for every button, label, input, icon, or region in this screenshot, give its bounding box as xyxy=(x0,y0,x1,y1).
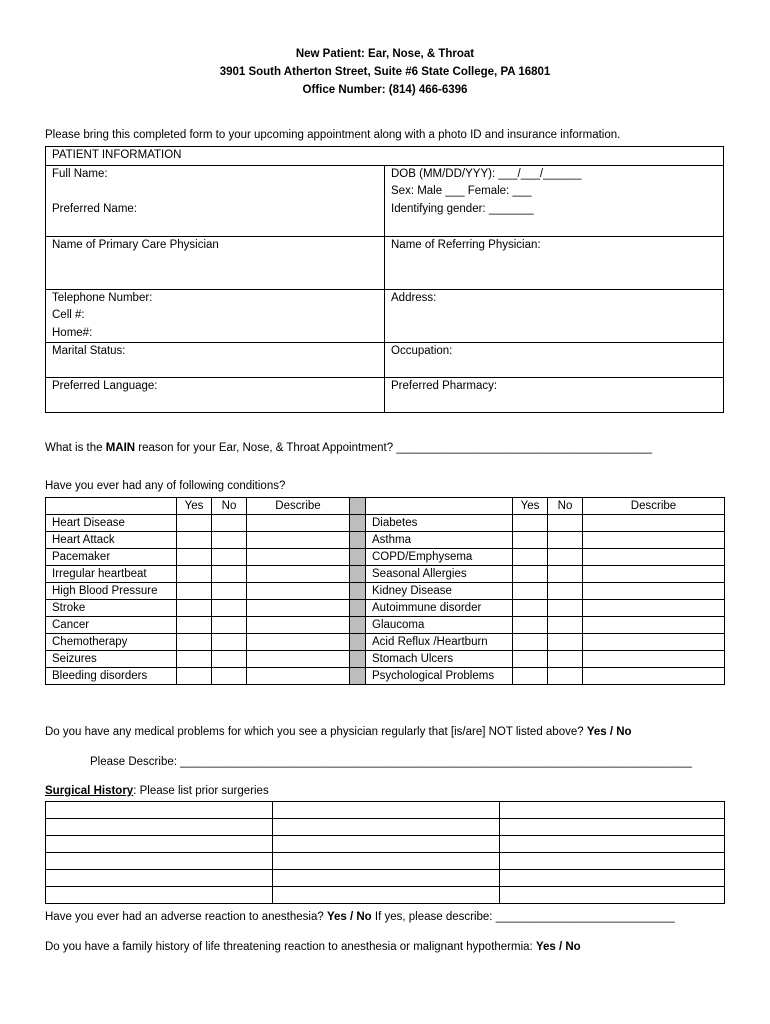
condition-yes-cell[interactable] xyxy=(513,566,548,583)
full-name-field[interactable] xyxy=(46,165,385,236)
condition-describe-cell[interactable] xyxy=(247,566,350,583)
condition-row xyxy=(46,549,725,566)
conditions-table xyxy=(45,497,725,685)
condition-no-cell[interactable] xyxy=(548,668,583,685)
condition-no-cell[interactable] xyxy=(212,583,247,600)
col-describe-left: Describe xyxy=(247,498,350,515)
condition-describe-cell[interactable] xyxy=(583,600,725,617)
surgery-row xyxy=(46,887,725,904)
main-reason-post[interactable]: reason for your Ear, Nose, & Throat Appointment? ________________________________________ xyxy=(135,442,653,454)
condition-no-cell[interactable] xyxy=(212,600,247,617)
surgery-cell[interactable] xyxy=(46,887,273,904)
other-problems-yes-no[interactable]: Yes / No xyxy=(586,726,632,738)
pharmacy-field[interactable] xyxy=(385,378,724,413)
col-yes-left: Yes xyxy=(177,498,212,515)
condition-no-cell[interactable] xyxy=(548,566,583,583)
condition-no-cell[interactable] xyxy=(548,532,583,549)
sex-label: Sex: Male ___ Female: ___ xyxy=(391,185,532,198)
office-phone: Office Number: (814) 466-6396 xyxy=(302,84,468,96)
condition-row xyxy=(46,583,725,600)
column-separator xyxy=(350,515,366,532)
preferred-name-label: Preferred Name: xyxy=(52,202,138,215)
home-label: Home#: xyxy=(52,326,93,339)
condition-name-left: Pacemaker xyxy=(46,549,177,566)
surgery-row xyxy=(46,819,725,836)
condition-yes-cell[interactable] xyxy=(513,617,548,634)
condition-describe-cell[interactable] xyxy=(247,634,350,651)
condition-no-cell[interactable] xyxy=(212,549,247,566)
marital-label: Marital Status: xyxy=(52,345,126,358)
condition-yes-cell[interactable] xyxy=(177,651,212,668)
surgery-cell[interactable] xyxy=(46,870,273,887)
condition-yes-cell[interactable] xyxy=(177,549,212,566)
condition-row xyxy=(46,651,725,668)
condition-name-right: Stomach Ulcers xyxy=(366,651,513,668)
condition-describe-cell[interactable] xyxy=(247,515,350,532)
condition-name-left: Stroke xyxy=(46,600,177,617)
condition-no-cell[interactable] xyxy=(212,668,247,685)
condition-name-right: Glaucoma xyxy=(366,617,513,634)
referring-field[interactable] xyxy=(385,236,724,289)
condition-name-right: Psychological Problems xyxy=(366,668,513,685)
condition-no-cell[interactable] xyxy=(548,583,583,600)
condition-row xyxy=(46,668,725,685)
condition-no-cell[interactable] xyxy=(548,617,583,634)
condition-row xyxy=(46,617,725,634)
pcp-field[interactable] xyxy=(46,236,385,289)
surgery-cell[interactable] xyxy=(500,836,725,853)
main-reason-bold: MAIN xyxy=(105,442,136,454)
condition-yes-cell[interactable] xyxy=(513,600,548,617)
conditions-corner-right xyxy=(366,498,513,515)
condition-describe-cell[interactable] xyxy=(583,634,725,651)
condition-yes-cell[interactable] xyxy=(513,668,548,685)
condition-no-cell[interactable] xyxy=(548,515,583,532)
other-problems-question xyxy=(45,726,632,738)
dob-sex-field[interactable] xyxy=(385,165,724,236)
surgery-row xyxy=(46,870,725,887)
dob-label: DOB (MM/DD/YYY): ___/___/______ xyxy=(391,167,582,180)
condition-no-cell[interactable] xyxy=(212,532,247,549)
column-separator xyxy=(350,498,366,515)
conditions-corner xyxy=(46,498,177,515)
surgery-cell[interactable] xyxy=(273,887,500,904)
surgery-cell[interactable] xyxy=(273,853,500,870)
condition-no-cell[interactable] xyxy=(548,549,583,566)
condition-no-cell[interactable] xyxy=(548,651,583,668)
surgery-cell[interactable] xyxy=(273,836,500,853)
column-separator xyxy=(350,600,366,617)
condition-row xyxy=(46,532,725,549)
surgery-cell[interactable] xyxy=(46,853,273,870)
condition-yes-cell[interactable] xyxy=(177,634,212,651)
form-title: New Patient: Ear, Nose, & Throat xyxy=(295,48,475,60)
surgery-cell[interactable] xyxy=(500,870,725,887)
condition-row xyxy=(46,600,725,617)
condition-describe-cell[interactable] xyxy=(247,549,350,566)
referring-label: Name of Referring Physician: xyxy=(391,238,541,251)
condition-name-left: Bleeding disorders xyxy=(46,668,177,685)
col-describe-right: Describe xyxy=(583,498,725,515)
office-address: 3901 South Atherton Street, Suite #6 State College, PA 16801 xyxy=(219,66,551,78)
condition-yes-cell[interactable] xyxy=(513,515,548,532)
condition-name-right: COPD/Emphysema xyxy=(366,549,513,566)
cell-label: Cell #: xyxy=(52,309,85,322)
gender-label: Identifying gender: _______ xyxy=(391,202,534,215)
surgical-history-text: : Please list prior surgeries xyxy=(133,785,269,797)
column-separator xyxy=(350,532,366,549)
condition-name-left: Cancer xyxy=(46,617,177,634)
condition-describe-cell[interactable] xyxy=(247,668,350,685)
address-label: Address: xyxy=(391,291,437,304)
condition-name-left: Heart Disease xyxy=(46,515,177,532)
anesthesia-question xyxy=(45,911,675,923)
pharmacy-label: Preferred Pharmacy: xyxy=(391,380,498,393)
surgery-row xyxy=(46,802,725,819)
condition-describe-cell[interactable] xyxy=(583,617,725,634)
surgery-cell[interactable] xyxy=(273,870,500,887)
condition-row xyxy=(46,515,725,532)
surgery-cell[interactable] xyxy=(273,802,500,819)
family-history-text: Do you have a family history of life threatening reaction to anesthesia or malignant hypothermia: xyxy=(45,941,536,953)
surgery-cell[interactable] xyxy=(273,819,500,836)
family-history-question xyxy=(45,941,581,953)
anesthesia-yes-no[interactable]: Yes / No xyxy=(326,911,372,923)
col-no-left: No xyxy=(212,498,247,515)
main-reason-pre: What is the xyxy=(45,442,106,454)
address-field[interactable] xyxy=(385,289,724,343)
surgery-cell[interactable] xyxy=(46,819,273,836)
surgery-cell[interactable] xyxy=(46,836,273,853)
occupation-field[interactable] xyxy=(385,343,724,378)
conditions-question: Have you ever had any of following conditions? xyxy=(45,480,286,492)
col-yes-right: Yes xyxy=(513,498,548,515)
condition-name-right: Asthma xyxy=(366,532,513,549)
pcp-label: Name of Primary Care Physician xyxy=(52,238,219,251)
condition-row xyxy=(46,634,725,651)
condition-name-left: Seizures xyxy=(46,651,177,668)
condition-describe-cell[interactable] xyxy=(247,583,350,600)
condition-yes-cell[interactable] xyxy=(177,583,212,600)
condition-name-right: Acid Reflux /Heartburn xyxy=(366,634,513,651)
surgery-row xyxy=(46,836,725,853)
condition-no-cell[interactable] xyxy=(212,617,247,634)
condition-yes-cell[interactable] xyxy=(513,634,548,651)
other-problems-describe[interactable]: Please Describe: ________________________________________________________________________________ xyxy=(90,756,692,768)
telephone-field[interactable] xyxy=(46,289,385,343)
condition-yes-cell[interactable] xyxy=(513,532,548,549)
condition-describe-cell[interactable] xyxy=(583,566,725,583)
condition-yes-cell[interactable] xyxy=(513,651,548,668)
condition-name-right: Seasonal Allergies xyxy=(366,566,513,583)
surgery-cell[interactable] xyxy=(46,802,273,819)
patient-info-table xyxy=(45,146,724,413)
language-field[interactable] xyxy=(46,378,385,413)
condition-yes-cell[interactable] xyxy=(177,515,212,532)
surgery-row xyxy=(46,853,725,870)
condition-yes-cell[interactable] xyxy=(513,549,548,566)
condition-describe-cell[interactable] xyxy=(583,651,725,668)
condition-name-left: Heart Attack xyxy=(46,532,177,549)
condition-row xyxy=(46,566,725,583)
anesthesia-describe[interactable]: If yes, please describe: ____________________________ xyxy=(371,911,675,923)
surgical-history-table xyxy=(45,801,725,904)
column-separator xyxy=(350,566,366,583)
condition-yes-cell[interactable] xyxy=(177,617,212,634)
column-separator xyxy=(350,583,366,600)
condition-describe-cell[interactable] xyxy=(583,668,725,685)
condition-describe-cell[interactable] xyxy=(583,515,725,532)
anesthesia-text: Have you ever had an adverse reaction to anesthesia? xyxy=(45,911,327,923)
condition-describe-cell[interactable] xyxy=(247,600,350,617)
condition-no-cell[interactable] xyxy=(548,634,583,651)
condition-describe-cell[interactable] xyxy=(583,583,725,600)
full-name-label: Full Name: xyxy=(52,167,108,180)
condition-name-left: Chemotherapy xyxy=(46,634,177,651)
col-no-right: No xyxy=(548,498,583,515)
condition-describe-cell[interactable] xyxy=(247,532,350,549)
main-reason-question xyxy=(45,442,652,454)
condition-no-cell[interactable] xyxy=(212,566,247,583)
condition-yes-cell[interactable] xyxy=(513,583,548,600)
condition-no-cell[interactable] xyxy=(212,651,247,668)
condition-no-cell[interactable] xyxy=(212,634,247,651)
condition-yes-cell[interactable] xyxy=(177,668,212,685)
condition-no-cell[interactable] xyxy=(548,600,583,617)
column-separator xyxy=(350,617,366,634)
patient-info-heading: PATIENT INFORMATION xyxy=(46,147,724,166)
telephone-label: Telephone Number: xyxy=(52,291,153,304)
condition-name-left: Irregular heartbeat xyxy=(46,566,177,583)
other-problems-text: Do you have any medical problems for which you see a physician regularly that [is/are] NOT listed above? xyxy=(45,726,587,738)
occupation-label: Occupation: xyxy=(391,345,453,358)
surgery-cell[interactable] xyxy=(500,887,725,904)
column-separator xyxy=(350,651,366,668)
condition-yes-cell[interactable] xyxy=(177,566,212,583)
surgery-cell[interactable] xyxy=(500,802,725,819)
condition-no-cell[interactable] xyxy=(212,515,247,532)
condition-describe-cell[interactable] xyxy=(583,549,725,566)
condition-name-right: Autoimmune disorder xyxy=(366,600,513,617)
surgery-cell[interactable] xyxy=(500,853,725,870)
column-separator xyxy=(350,549,366,566)
surgical-history-heading xyxy=(45,785,269,797)
condition-describe-cell[interactable] xyxy=(583,532,725,549)
marital-field[interactable] xyxy=(46,343,385,378)
column-separator xyxy=(350,668,366,685)
language-label: Preferred Language: xyxy=(52,380,158,393)
intro-text: Please bring this completed form to your upcoming appointment along with a photo ID and insurance information. xyxy=(45,129,621,141)
condition-yes-cell[interactable] xyxy=(177,600,212,617)
column-separator xyxy=(350,634,366,651)
condition-name-right: Diabetes xyxy=(366,515,513,532)
condition-name-right: Kidney Disease xyxy=(366,583,513,600)
condition-name-left: High Blood Pressure xyxy=(46,583,177,600)
condition-describe-cell[interactable] xyxy=(247,617,350,634)
surgery-cell[interactable] xyxy=(500,819,725,836)
condition-describe-cell[interactable] xyxy=(247,651,350,668)
condition-yes-cell[interactable] xyxy=(177,532,212,549)
surgical-history-label: Surgical History xyxy=(45,785,134,797)
family-history-yes-no[interactable]: Yes / No xyxy=(535,941,581,953)
